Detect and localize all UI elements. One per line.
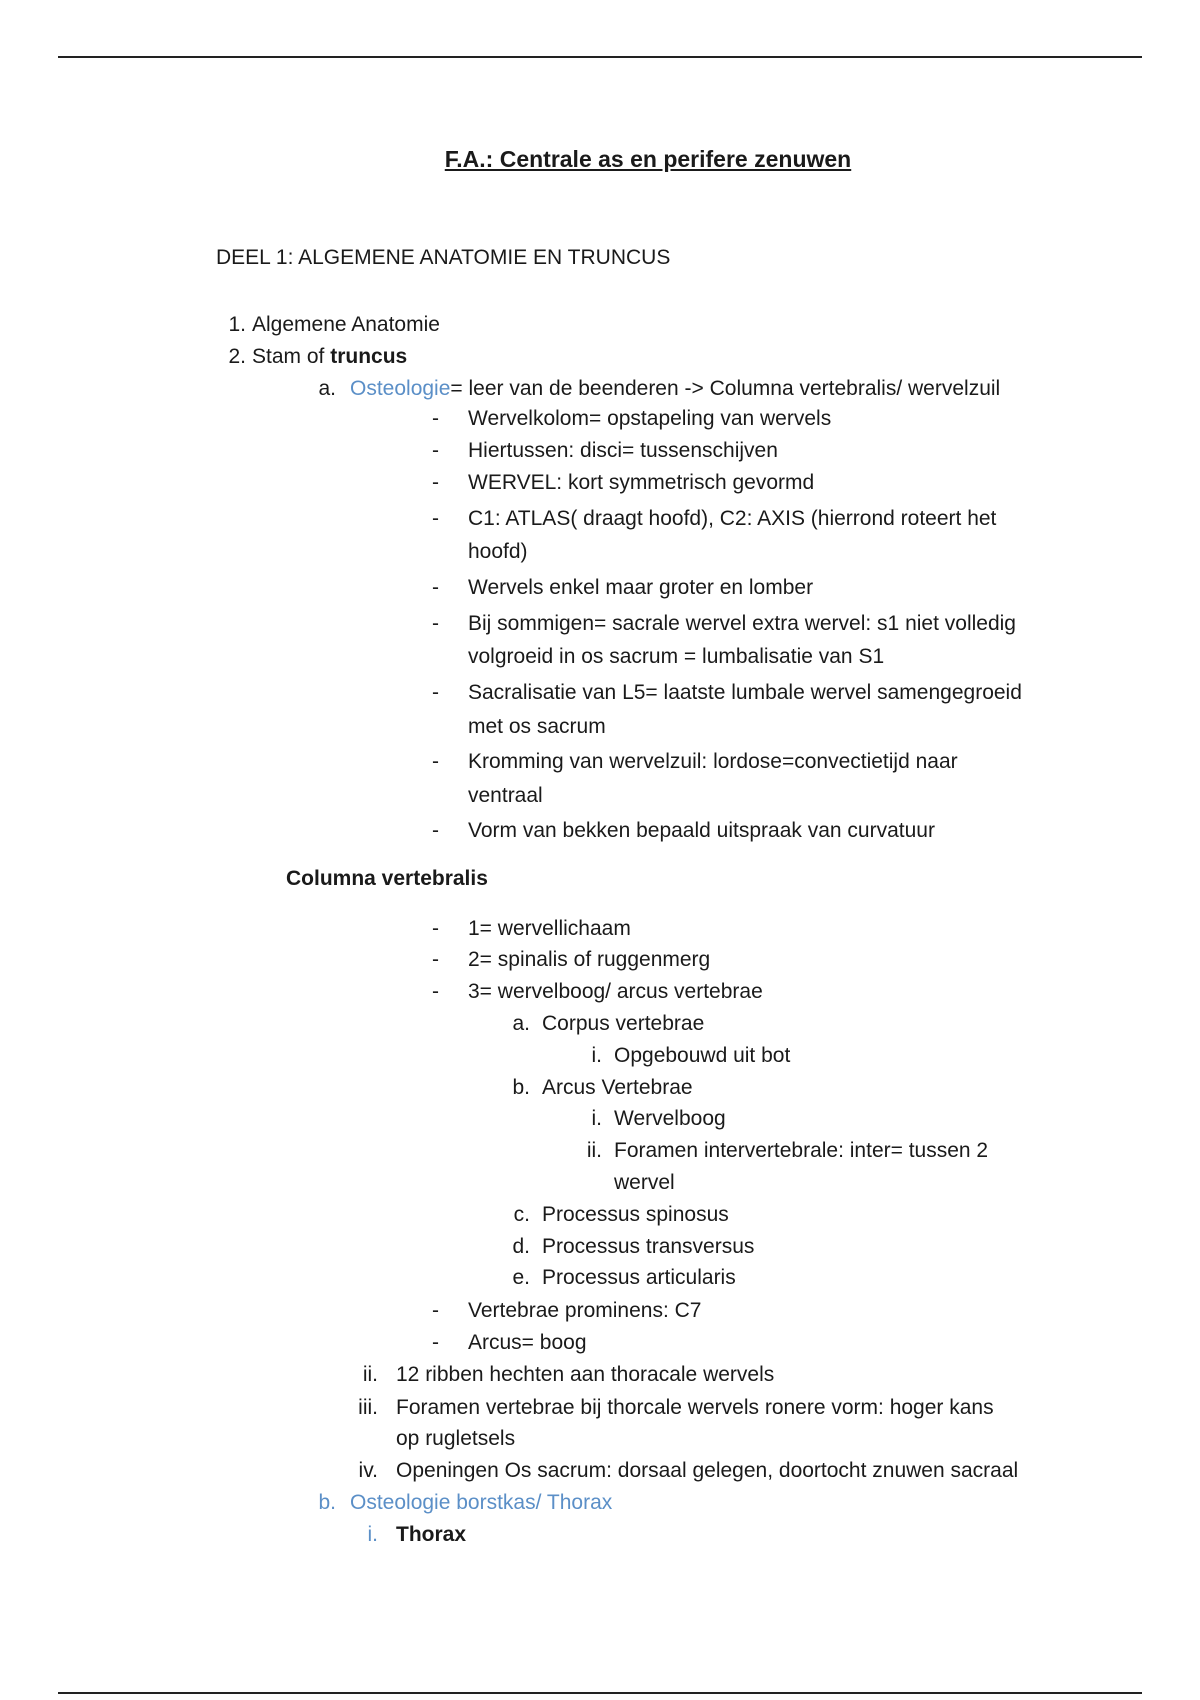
bullet-text: Sacralisatie van L5= laatste lumbale wervel samengegroeid	[468, 681, 1022, 704]
list-item-text-bold: truncus	[330, 345, 408, 368]
dash-marker: -	[432, 750, 439, 773]
list-marker: d.	[512, 1235, 530, 1258]
list-item-text	[350, 375, 1000, 403]
list-marker: b.	[318, 1491, 336, 1514]
list-marker: ii.	[362, 1363, 378, 1386]
list-item-text: Foramen intervertebrale: inter= tussen 2	[614, 1139, 989, 1162]
bullet-continuation: met os sacrum	[468, 715, 606, 738]
list-item-text: Arcus Vertebrae	[542, 1076, 693, 1099]
list-item-text: Algemene Anatomie	[252, 313, 440, 336]
list-marker: i.	[367, 1523, 378, 1546]
dash-marker: -	[432, 1299, 439, 1322]
list-marker: 2.	[228, 345, 246, 368]
list-item-continuation: wervel	[614, 1171, 675, 1194]
list-marker: i.	[591, 1107, 602, 1130]
header-rule	[58, 56, 1142, 58]
bullet-text: Wervels enkel maar groter en lomber	[468, 576, 814, 599]
list-marker: i.	[591, 1044, 602, 1067]
list-item-text: Opgebouwd uit bot	[614, 1044, 791, 1067]
list-item-text: Processus transversus	[542, 1235, 755, 1258]
list-marker: ii.	[586, 1139, 602, 1162]
dash-marker: -	[432, 948, 439, 971]
list-marker: b.	[512, 1076, 530, 1099]
footer-rule	[58, 1692, 1142, 1694]
bullet-text: Bij sommigen= sacrale wervel extra wervel: s1 niet volledig	[468, 612, 1016, 635]
section-heading: Columna vertebralis	[286, 867, 488, 890]
bullet-text: C1: ATLAS( draagt hoofd), C2: AXIS (hierrond roteert het	[468, 507, 997, 530]
bullet-text: Wervelkolom= opstapeling van wervels	[468, 407, 832, 430]
list-marker: iii.	[358, 1396, 378, 1419]
list-marker: c.	[513, 1203, 530, 1226]
dash-marker: -	[432, 612, 439, 635]
part-heading: DEEL 1: ALGEMENE ANATOMIE EN TRUNCUS	[216, 246, 671, 269]
dash-marker: -	[432, 439, 439, 462]
dash-marker: -	[432, 576, 439, 599]
list-item-text: Thorax	[396, 1523, 467, 1546]
list-item-text: Processus articularis	[542, 1266, 736, 1289]
bullet-text: 1= wervellichaam	[468, 917, 631, 940]
list-item-rest: = leer van de beenderen -> Columna vertebralis/ wervelzuil	[450, 377, 1001, 400]
dash-marker: -	[432, 980, 439, 1003]
bullet-continuation: ventraal	[468, 784, 543, 807]
list-item-text: Openingen Os sacrum: dorsaal gelegen, doortocht znuwen sacraal	[396, 1459, 1019, 1482]
list-marker: a.	[318, 377, 336, 400]
dash-marker: -	[432, 1331, 439, 1354]
list-marker: iv.	[358, 1459, 378, 1482]
list-item-continuation: op rugletsels	[396, 1427, 516, 1450]
dash-marker: -	[432, 819, 439, 842]
bullet-text: Vertebrae prominens: C7	[468, 1299, 702, 1322]
list-marker: a.	[512, 1012, 530, 1035]
bullet-text: Arcus= boog	[468, 1331, 587, 1354]
list-item-text: 12 ribben hechten aan thoracale wervels	[396, 1363, 775, 1386]
dash-marker: -	[432, 407, 439, 430]
list-item-text	[252, 343, 407, 371]
bullet-text: WERVEL: kort symmetrisch gevormd	[468, 471, 815, 494]
list-item-text: Corpus vertebrae	[542, 1012, 705, 1035]
bullet-continuation: hoofd)	[468, 540, 528, 563]
bullet-text: Hiertussen: disci= tussenschijven	[468, 439, 778, 462]
dash-marker: -	[432, 507, 439, 530]
list-item-text: Wervelboog	[614, 1107, 726, 1130]
document-title: F.A.: Centrale as en perifere zenuwen	[444, 146, 852, 172]
list-item-text-prefix: Stam of	[252, 345, 331, 368]
bullet-text: 2= spinalis of ruggenmerg	[468, 948, 711, 971]
bullet-text: Kromming van wervelzuil: lordose=convectietijd naar	[468, 750, 958, 773]
list-item-text: Processus spinosus	[542, 1203, 729, 1226]
list-item-text: Osteologie borstkas/ Thorax	[350, 1491, 613, 1514]
list-item-text: Foramen vertebrae bij thorcale wervels ronere vorm: hoger kans	[396, 1396, 994, 1419]
bullet-text: 3= wervelboog/ arcus vertebrae	[468, 980, 763, 1003]
list-marker: 1.	[228, 313, 246, 336]
dash-marker: -	[432, 681, 439, 704]
bullet-text: Vorm van bekken bepaald uitspraak van curvatuur	[468, 819, 935, 842]
dash-marker: -	[432, 917, 439, 940]
list-marker: e.	[512, 1266, 530, 1289]
accent-term: Osteologie	[350, 377, 451, 400]
bullet-continuation: volgroeid in os sacrum = lumbalisatie van S1	[468, 645, 885, 668]
dash-marker: -	[432, 471, 439, 494]
